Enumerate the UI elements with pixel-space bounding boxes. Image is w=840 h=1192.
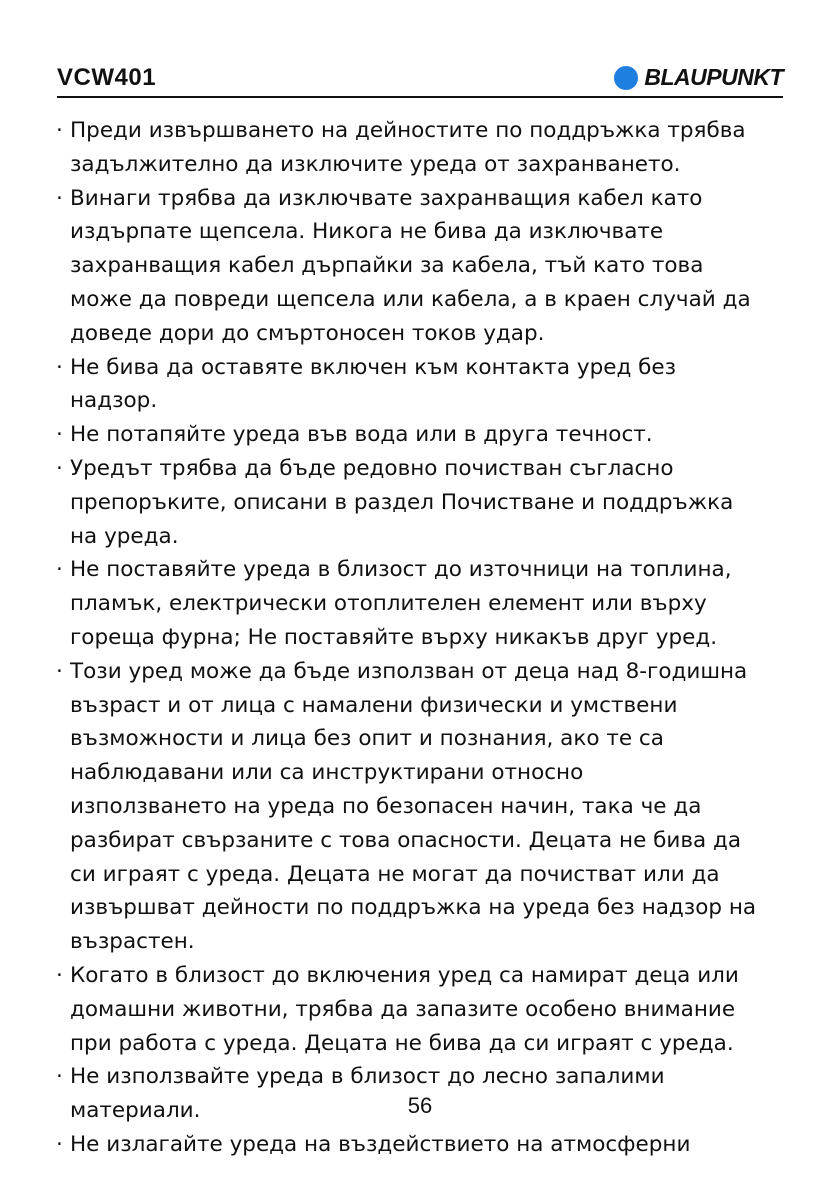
bullet-line: използването на уреда по безопасен начин, така че да (70, 793, 702, 819)
bullet-line: извършват дейности по поддръжка на уреда без надзор на (70, 895, 757, 921)
bullet-line: разбират свързаните с това опасности. Децата не бива да (70, 827, 742, 853)
bullet-marker: · (56, 354, 63, 380)
list-item (56, 452, 788, 553)
bullet-line: при работа с уреда. Децата не бива да си играят с уреда. (70, 1030, 734, 1056)
bullet-line: гореща фурна; Не поставяйте върху никакъв друг уред. (70, 624, 718, 650)
bullet-marker: · (56, 118, 63, 143)
bullet-line: Не бива да оставяте включен към контакта уред без (70, 354, 677, 380)
list-item (56, 114, 788, 182)
bullet-list (56, 114, 788, 1162)
bullet-line: Когато в близост до включения уред са намират деца или (70, 962, 739, 988)
list-item (56, 182, 788, 351)
bullet-line: захранващия кабел дърпайки за кабела, тъй като това (70, 253, 704, 279)
list-item (56, 418, 788, 452)
bullet-line: Винаги трябва да изключвате захранващия кабел като (70, 185, 703, 211)
bullet-line: може да повреди щепсела или кабела, а в краен случай да (70, 286, 751, 312)
bullet-line: наблюдавани или са инструктирани относно (70, 760, 584, 786)
bullet-marker: · (56, 962, 63, 988)
list-item (56, 553, 788, 654)
bullet-line: задължително да изключите уреда от захранването. (70, 151, 681, 177)
bullet-line: Не поставяйте уреда в близост до източници на топлина, (70, 557, 732, 583)
safety-instructions (56, 114, 788, 1162)
list-item (56, 351, 788, 419)
brand-dot-icon (614, 66, 638, 90)
bullet-marker: · (56, 185, 63, 211)
bullet-line: Този уред може да бъде използван от деца над 8-годишна (70, 658, 748, 684)
bullet-line: надзор. (70, 388, 158, 414)
bullet-line: домашни животни, трябва да запазите особено внимание (70, 996, 736, 1022)
bullet-line: пламък, електрически отоплителен елемент или върху (70, 591, 707, 617)
bullet-line: възможности и лица без опит и познания, ако те са (70, 726, 664, 752)
page-header (57, 60, 783, 98)
brand-name: BLAUPUNKT (644, 64, 783, 90)
bullet-line: си играят с уреда. Децата не могат да почистват или да (70, 861, 720, 887)
bullet-line: Не използвайте уреда в близост до лесно запалими (70, 1064, 665, 1090)
bullet-line: Не потапяйте уреда във вода или в друга течност. (70, 422, 653, 448)
bullet-line: препоръките, описани в раздел Почистване и поддръжка (70, 489, 734, 515)
bullet-line: Уредът трябва да бъде редовно почистван съгласно (70, 455, 674, 481)
page-number: 56 (407, 1093, 433, 1118)
bullet-marker: · (56, 658, 63, 684)
brand-logo (614, 64, 783, 91)
bullet-line: издърпате щепсела. Никога не бива да изключвате (70, 219, 664, 245)
bullet-line: на уреда. (70, 523, 179, 549)
bullet-marker: · (56, 1131, 63, 1157)
bullet-line: възрастен. (70, 929, 195, 955)
bullet-marker: · (56, 455, 63, 481)
bullet-line: Не излагайте уреда на въздействието на атмосферни (70, 1131, 691, 1157)
bullet-line: Преди извършването на дейностите по поддръжка трябва (70, 118, 746, 143)
bullet-line: материали. (70, 1098, 201, 1124)
list-item (56, 959, 788, 1060)
bullet-line: доведе дори до смъртоносен токов удар. (70, 320, 545, 346)
list-item (56, 1128, 788, 1162)
bullet-marker: · (56, 1064, 63, 1090)
model-number: VCW401 (57, 64, 157, 91)
bullet-line: възраст и от лица с намалени физически и умствени (70, 692, 678, 718)
bullet-marker: · (56, 557, 63, 583)
bullet-marker: · (56, 422, 63, 448)
list-item (56, 655, 788, 959)
